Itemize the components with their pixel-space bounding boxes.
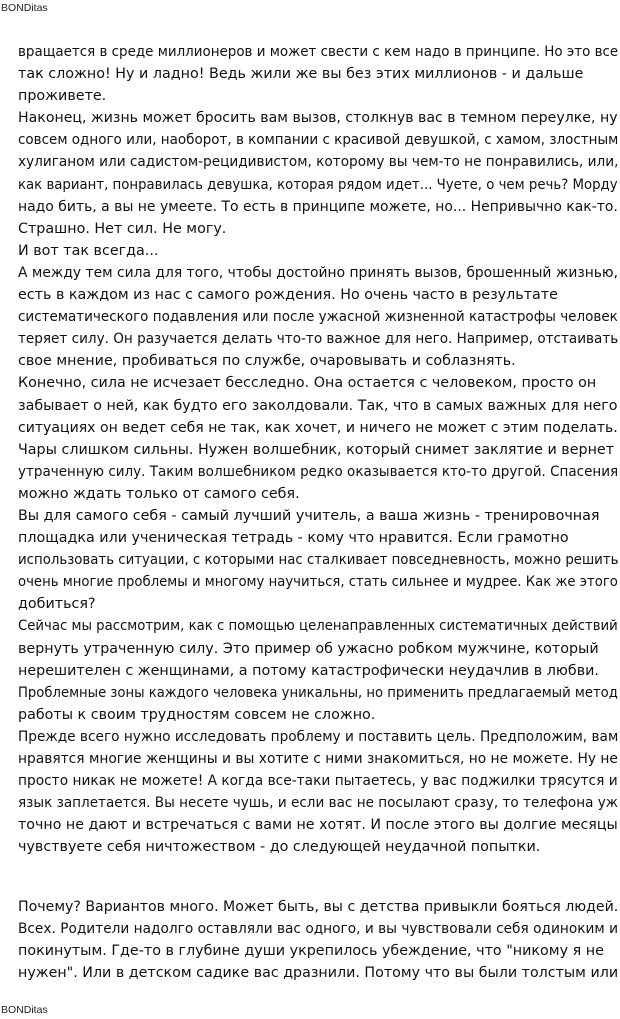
text-line: ситуациях он ведет себя не так, как хочет, и ничего не может с этим поделать.: [18, 419, 618, 436]
text-line: язык заплетается. Вы несете чушь, и если вас не посылают сразу, то телефона уж: [18, 795, 619, 812]
text-line: Проблемные зоны каждого человека уникальны, но применить предлагаемый метод: [18, 684, 618, 701]
text-line: свое мнение, пробиваться по службе, очаровывать и соблазнять.: [18, 353, 516, 370]
text-line: А между тем сила для того, чтобы достойно принять вызов, брошенный жизнью,: [18, 264, 618, 281]
footer-watermark: BONDitas: [1, 1004, 48, 1016]
text-line: Всех. Родители надолго оставляли вас одного, и вы чувствовали себя одиноким и: [18, 921, 619, 938]
text-line: нравятся многие женщины и вы хотите с ними знакомиться, но не можете. Ну не: [18, 751, 618, 767]
text-line: очень многие проблемы и многому научиться, стать сильнее и мудрее. Как же этого: [18, 574, 618, 591]
text-line: вернуть утраченную силу. Это пример об ужасно робком мужчине, который: [18, 640, 599, 657]
text-line: так сложно! Ну и ладно! Ведь жили же вы без этих миллионов - и дальше: [18, 66, 584, 83]
text-line: чувствуете себя ничтожеством - до следующей неудачной попытки.: [18, 839, 541, 856]
text-line: Прежде всего нужно исследовать проблему и поставить цель. Предположим, вам: [18, 728, 619, 745]
text-line: Вы для самого себя - самый лучший учитель, а ваша жизнь - тренировочная: [18, 507, 600, 524]
text-line: Сейчас мы рассмотрим, как с помощью целенаправленных систематичных действий: [18, 618, 618, 635]
text-line: Конечно, сила не исчезает бесследно. Она остается с человеком, просто он: [18, 375, 597, 392]
text-line: как вариант, понравилась девушка, которая рядом идет... Чуете, о чем речь? Морду: [18, 176, 618, 193]
text-line: точно не дают и встречаться с вами не хотят. И после этого вы долгие месяцы: [18, 817, 618, 834]
text-line: Наконец, жизнь может бросить вам вызов, столкнув вас в темном переулке, ну: [18, 110, 618, 127]
text-line: утраченную силу. Таким волшебником редко оказывается кто-то другой. Спасения: [18, 463, 619, 480]
header-watermark: BONDitas: [1, 2, 48, 14]
text-line: надо бить, а вы не умеете. То есть в принципе можете, но... Непривычно как-то.: [18, 198, 618, 215]
text-line: совсем одного или, наоборот, в компании с красивой девушкой, с хамом, злостным: [18, 132, 619, 149]
text-line: Чары слишком сильны. Нужен волшебник, который снимет заклятие и вернет: [18, 441, 615, 458]
text-line: работы к своим трудностям совсем не сложно.: [18, 706, 376, 723]
text-line: забывает о ней, как будто его заколдовали. Так, что в самых важных для него: [18, 397, 618, 414]
text-line: Страшно. Нет сил. Не могу.: [18, 220, 227, 237]
text-line: использовать ситуации, с которыми нас сталкивает повседневность, можно решить: [18, 552, 619, 569]
text-block-continued: [18, 896, 618, 984]
text-line: нерешителен с женщинами, а потому катастрофически неудачлив в любви.: [18, 662, 599, 679]
text-line: теряет силу. Он разучается делать что-то важное для него. Например, отстаивать: [18, 331, 619, 348]
text-line: вращается в среде миллионеров и может свести с кем надо в принципе. Но это все: [18, 44, 619, 60]
text-line: есть в каждом из нас с самого рождения. Но очень часто в результате: [18, 287, 558, 304]
text-line: И вот так всегда...: [18, 242, 159, 259]
text-line: площадка или ученическая тетрадь - кому что нравится. Если грамотно: [18, 530, 569, 547]
text-line: нужен". Или в детском садике вас дразнили. Потому что вы были толстым или: [18, 965, 619, 982]
text-line: добиться?: [18, 596, 96, 613]
text-line: хулиганом или садистом-рецидивистом, которому вы чем-то не понравились, или,: [18, 154, 619, 171]
text-line: можно ждать только от самого себя.: [18, 485, 300, 502]
text-line: покинутым. Где-то в глубине души укрепилось убеждение, что "никому я не: [18, 943, 604, 960]
text-line: Почему? Вариантов много. Может быть, вы с детства привыкли бояться людей.: [18, 899, 619, 915]
text-line: просто никак не можете! А когда все-таки пытаетесь, у вас поджилки трясутся и: [18, 773, 618, 790]
text-line: систематического подавления или после ужасной жизненной катастрофы человек: [18, 309, 618, 326]
text-line: проживете.: [18, 88, 107, 105]
text-block-main: [18, 41, 618, 858]
